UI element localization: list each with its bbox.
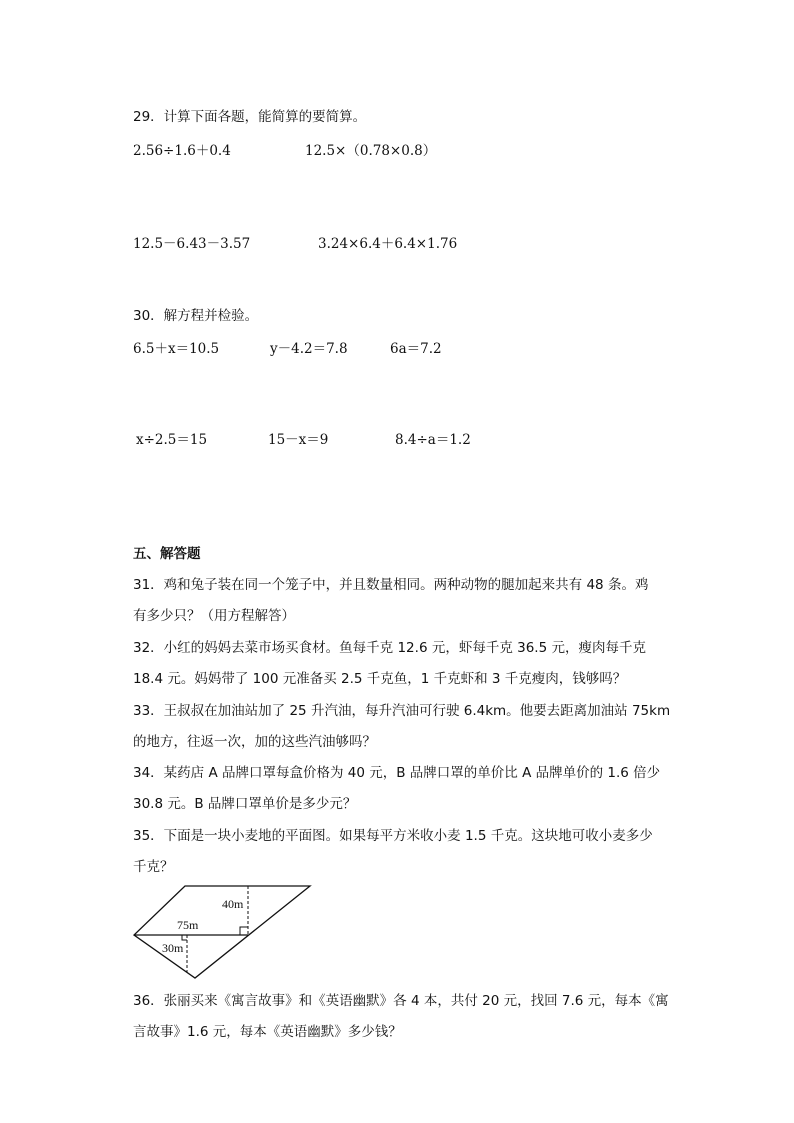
q29-expression-2: 12.5×（0.78×0.8） xyxy=(305,143,437,159)
q36-line-1: 36．张丽买来《寓言故事》和《英语幽默》各 4 本，共付 20 元，找回 7.6 元，每本《寓 xyxy=(133,993,669,1009)
section-heading: 五、解答题 xyxy=(133,546,201,562)
q29-title: 29．计算下面各题，能简算的要简算。 xyxy=(133,109,367,125)
q35-line-2: 千克？ xyxy=(133,859,174,875)
q30-equation-2: y－4.2＝7.8 xyxy=(270,341,348,357)
right-angle-mark-upper xyxy=(240,927,248,935)
q30-title: 30．解方程并检验。 xyxy=(133,308,259,324)
field-plan-figure xyxy=(125,880,325,985)
q30-equation-5: 15－x＝9 xyxy=(268,432,329,448)
q29-expression-1: 2.56÷1.6＋0.4 xyxy=(133,143,231,159)
q32-line-2: 18.4 元。妈妈带了 100 元准备买 2.5 千克鱼，1 千克虾和 3 千克瘦肉，钱够吗？ xyxy=(133,671,627,687)
q30-equation-1: 6.5＋x＝10.5 xyxy=(133,341,220,357)
label-75m: 75m xyxy=(177,918,199,932)
q35-line-1: 35．下面是一块小麦地的平面图。如果每平方米收小麦 1.5 千克。这块地可收小麦多少 xyxy=(133,828,653,844)
q36-line-2: 言故事》1.6 元，每本《英语幽默》多少钱？ xyxy=(133,1024,402,1040)
q32-line-1: 32．小红的妈妈去菜市场买食材。鱼每千克 12.6 元，虾每千克 36.5 元，瘦肉每千克 xyxy=(133,640,646,656)
q33-line-1: 33．王叔叔在加油站加了 25 升汽油，每升汽油可行驶 6.4km。他要去距离加油站 75km xyxy=(133,703,671,719)
q29-expression-4: 3.24×6.4＋6.4×1.76 xyxy=(318,236,458,252)
q30-equation-3: 6a＝7.2 xyxy=(390,341,442,357)
q31-line-2: 有多少只？（用方程解答） xyxy=(133,608,295,624)
right-angle-mark-lower xyxy=(182,935,187,940)
q29-expression-3: 12.5－6.43－3.57 xyxy=(133,236,251,252)
q34-line-1: 34．某药店 A 品牌口罩每盒价格为 40 元，B 品牌口罩的单价比 A 品牌单价的 1.6 倍少 xyxy=(133,765,661,781)
q33-line-2: 的地方，往返一次，加的这些汽油够吗？ xyxy=(133,734,376,750)
q30-equation-6: 8.4÷a＝1.2 xyxy=(395,432,471,448)
label-40m: 40m xyxy=(222,897,244,911)
q34-line-2: 30.8 元。B 品牌口罩单价是多少元？ xyxy=(133,796,357,812)
label-30m: 30m xyxy=(162,941,184,955)
q30-equation-4: x÷2.5＝15 xyxy=(136,432,208,448)
q31-line-1: 31．鸡和兔子装在同一个笼子中，并且数量相同。两种动物的腿加起来共有 48 条。鸡 xyxy=(133,577,649,593)
